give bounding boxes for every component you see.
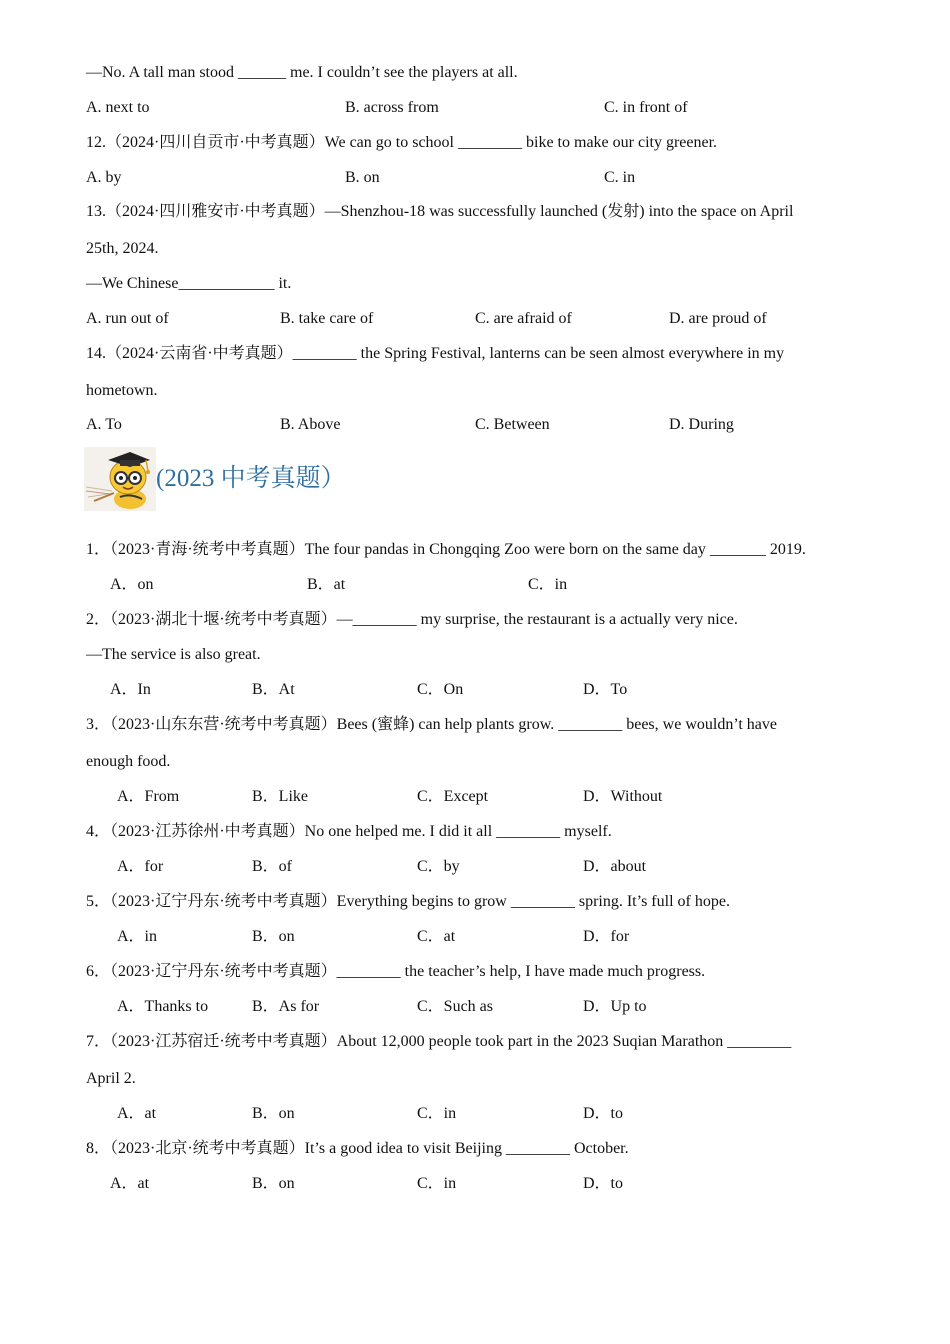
q13-option-c: C. are afraid of — [475, 310, 572, 327]
q13-stem-line1: 13.（2024·四川雅安市·中考真题）—Shenzhou-18 was successfully launched (发射) into the space on April — [86, 203, 794, 220]
q14-option-b: B. Above — [280, 416, 341, 433]
doctor-bee-mascot-icon — [84, 447, 156, 511]
q8-option-c: C．in — [417, 1175, 457, 1192]
q6-option-d: D．Up to — [583, 998, 647, 1015]
q13-option-b: B. take care of — [280, 310, 374, 327]
q5-stem: 5．（2023·辽宁丹东·统考中考真题）Everything begins to grow ________ spring. It’s full of hope. — [86, 893, 730, 910]
q3-option-a: A．From — [117, 788, 180, 805]
q3-option-d: D．Without — [583, 788, 663, 805]
q5-option-d: D．for — [583, 928, 630, 945]
q4-option-d: D．about — [583, 858, 647, 875]
q4-option-a: A．for — [117, 858, 164, 875]
q3-stem-line2: enough food. — [86, 753, 171, 770]
q4-stem: 4．（2023·江苏徐州·中考真题）No one helped me. I did it all ________ myself. — [86, 823, 612, 840]
q6-stem: 6．（2023·辽宁丹东·统考中考真题）________ the teacher’s help, I have made much progress. — [86, 963, 706, 980]
q12-stem: 12.（2024·四川自贡市·中考真题）We can go to school ________ bike to make our city greener. — [86, 134, 718, 151]
section-title: (2023 中考真题） — [156, 465, 346, 492]
q8-stem: 8．（2023·北京·统考中考真题）It’s a good idea to visit Beijing ________ October. — [86, 1140, 629, 1157]
q2-option-d: D．To — [583, 681, 628, 698]
section-header-2023 — [84, 447, 346, 511]
q13-stem-line2: 25th, 2024. — [86, 240, 159, 257]
q6-option-a: A．Thanks to — [117, 998, 209, 1015]
q2-stem-line1: 2．（2023·湖北十堰·统考中考真题）—________ my surprise, the restaurant is a actually very nice. — [86, 611, 738, 628]
q13-option-d: D. are proud of — [669, 310, 767, 327]
q1-stem: 1．（2023·青海·统考中考真题）The four pandas in Chongqing Zoo were born on the same day _______ 2019. — [86, 541, 806, 558]
q1-option-b: B．at — [307, 576, 346, 593]
q7-option-a: A．at — [117, 1105, 157, 1122]
q14-option-a: A. To — [86, 416, 122, 433]
q1-option-c: C．in — [528, 576, 568, 593]
q1-option-a: A．on — [110, 576, 154, 593]
q3-option-c: C．Except — [417, 788, 489, 805]
q13-stem-line3: —We Chinese____________ it. — [86, 275, 292, 292]
q5-option-b: B．on — [252, 928, 295, 945]
q12-option-c: C. in — [604, 169, 636, 186]
q14-stem-line2: hometown. — [86, 382, 158, 399]
q4-option-b: B．of — [252, 858, 293, 875]
q11-option-b: B. across from — [345, 99, 439, 116]
q7-option-d: D．to — [583, 1105, 624, 1122]
q14-option-c: C. Between — [475, 416, 550, 433]
q12-option-a: A. by — [86, 169, 122, 186]
q2-option-a: A．In — [110, 681, 151, 698]
q2-stem-line2: —The service is also great. — [86, 646, 261, 663]
q4-option-c: C．by — [417, 858, 460, 875]
q13-option-a: A. run out of — [86, 310, 169, 327]
q6-option-b: B．As for — [252, 998, 320, 1015]
q12-option-b: B. on — [345, 169, 380, 186]
q11-option-c: C. in front of — [604, 99, 688, 116]
q8-option-d: D．to — [583, 1175, 624, 1192]
q7-stem-line2: April 2. — [86, 1070, 136, 1087]
q7-option-b: B．on — [252, 1105, 295, 1122]
q6-option-c: C．Such as — [417, 998, 494, 1015]
q3-option-b: B．Like — [252, 788, 308, 805]
q7-option-c: C．in — [417, 1105, 457, 1122]
q14-option-d: D. During — [669, 416, 734, 433]
q5-option-a: A．in — [117, 928, 158, 945]
q5-option-c: C．at — [417, 928, 456, 945]
q11-option-a: A. next to — [86, 99, 150, 116]
q8-option-b: B．on — [252, 1175, 295, 1192]
q11-dialogue-line: —No. A tall man stood ______ me. I couldn’t see the players at all. — [86, 64, 518, 81]
q14-stem-line1: 14.（2024·云南省·中考真题）________ the Spring Festival, lanterns can be seen almost everywhere in my — [86, 345, 785, 362]
q2-option-b: B．At — [252, 681, 295, 698]
q7-stem-line1: 7．（2023·江苏宿迁·统考中考真题）About 12,000 people took part in the 2023 Suqian Marathon ________ — [86, 1033, 792, 1050]
q2-option-c: C．On — [417, 681, 464, 698]
q8-option-a: A．at — [110, 1175, 150, 1192]
q3-stem-line1: 3．（2023·山东东营·统考中考真题）Bees (蜜蜂) can help plants grow. ________ bees, we wouldn’t have — [86, 716, 778, 733]
